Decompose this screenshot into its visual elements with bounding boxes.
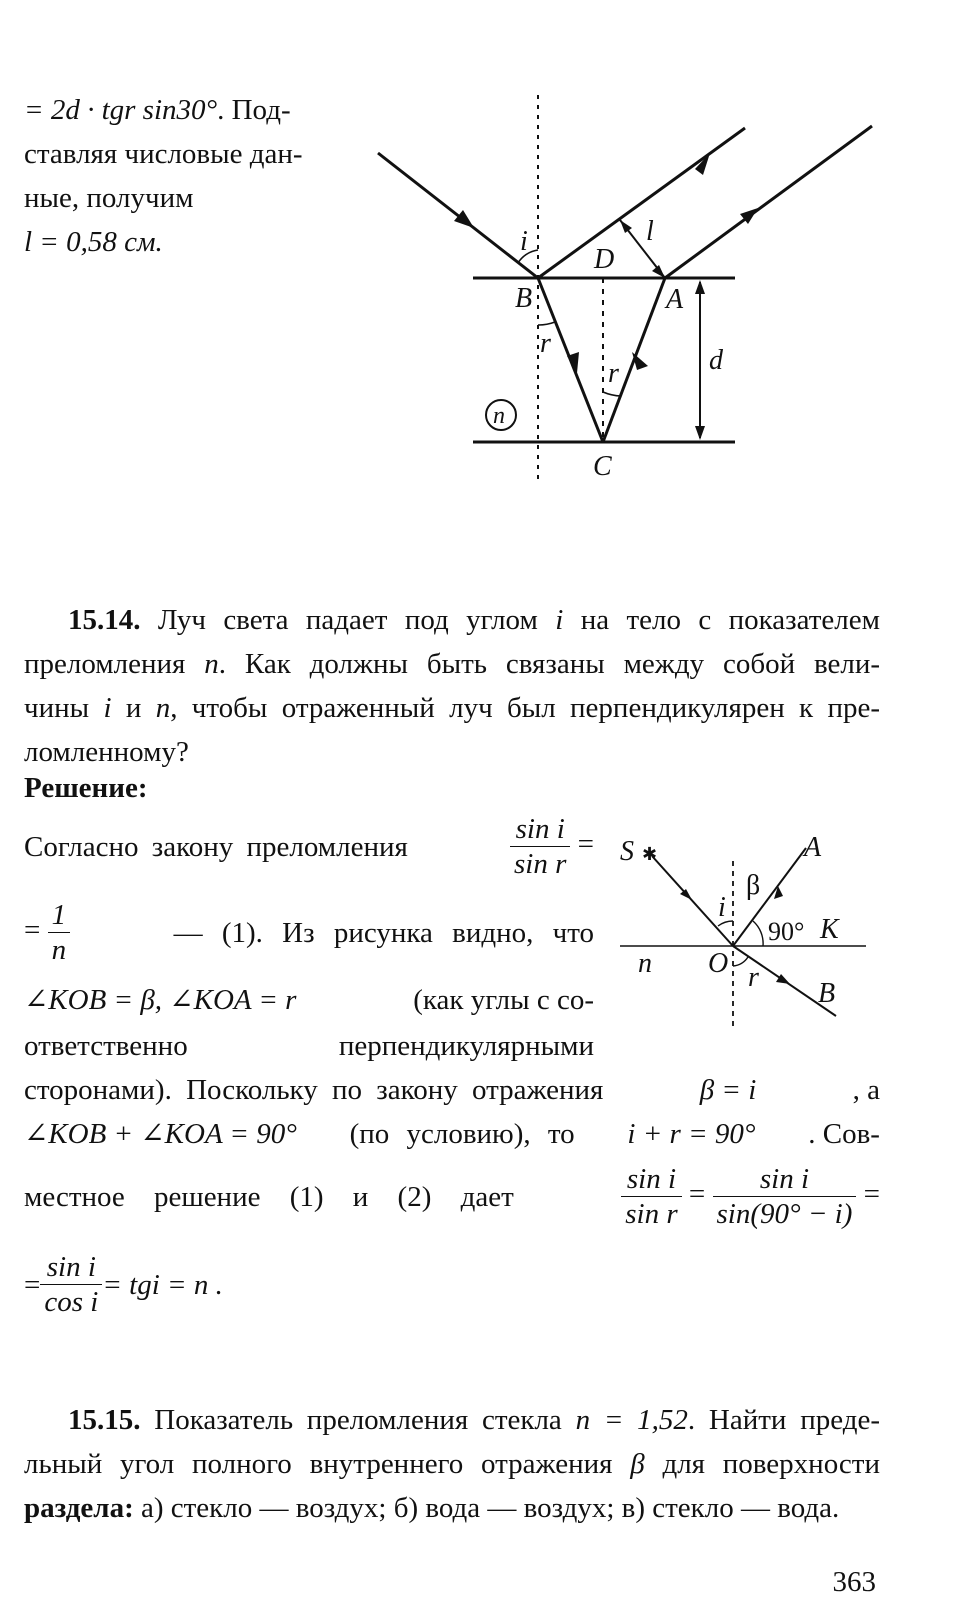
sol-s2: — (1). Из рисунка видно, что [173,916,594,949]
solution-line-1 [24,812,594,881]
frac5-den: cos i [44,1286,99,1318]
eq-sign-1: = [577,828,594,861]
label-A: A [666,284,684,315]
label-d: d [709,345,723,376]
sol-s5c: , а [852,1074,880,1106]
sol-l2-left [24,898,70,967]
star-icon: ✱ [642,844,658,864]
label-n-2: n [638,948,652,979]
frac1-num: sin i [510,812,570,847]
fraction-sini-cosi [40,1250,102,1319]
solution-heading: Решение: [24,772,148,804]
emerging-ray-a [665,126,872,278]
label-D: D [594,244,615,275]
sol-beta-eq-i: β = i [699,1074,757,1106]
figure-perpendicular-rays [608,826,870,1032]
label-l: l [646,216,654,247]
label-r-right: r [608,358,619,389]
sol-s4b: перпендикулярными [338,1030,594,1062]
sol-s6b: (по условию), то [349,1118,575,1150]
eq-sign-3: = [688,1178,706,1211]
problem-15-14-statement [24,598,880,774]
d-dim-arrow-top [695,280,705,294]
p1414-l1-text: Луч света падает под углом [157,604,538,636]
page-number: 363 [832,1566,876,1598]
solution-line-8 [24,1250,223,1319]
incident-ray [378,153,538,278]
label-i-2: i [718,892,726,923]
label-i: i [520,226,528,257]
label-O: O [708,948,729,979]
fraction-sini-sinr [510,812,570,881]
fraction-sini-sin90mi [713,1162,857,1231]
formula-l: = 2d · tgr sin30° [24,94,218,126]
sol-result-tgi: = tgi = n . [102,1268,223,1301]
frac4-den: sin(90° − i) [716,1198,853,1230]
p1415-l2-a: льный угол полного внутреннего отражения [24,1448,613,1480]
incident-ray-arrow [454,210,474,228]
angle-90-arc [753,921,763,946]
sol-s3b: (как углы с со- [413,984,594,1016]
solution-line-2 [24,898,594,967]
p1415-line-1 [24,1398,880,1442]
p1414-line-3 [24,686,880,730]
solution-line-7 [24,1162,880,1231]
p1415-line-2 [24,1442,880,1486]
p1415-l3-b: а) стекло — воздух; б) вода — воздух; в) стекло — вода. [140,1492,840,1524]
label-B-2: B [818,978,836,1009]
p1414-line-4: ломленному? [24,736,189,768]
p1415-n-value: n = 1,52 [575,1404,688,1436]
p1414-l3-and: и [125,692,142,724]
sol-s5a: сторонами). Поскольку по закону отражения [24,1074,604,1106]
p1414-l3-c: , чтобы отраженный луч был перпендикулярен к пре- [170,692,881,724]
sol-frac-row [510,812,594,881]
problem-number-15-14: 15.14. [68,604,141,636]
problem-15-15-statement [24,1398,880,1530]
reflected-ray-b [538,128,745,278]
sol-s4a: ответственно [24,1030,188,1062]
label-S: S [620,836,634,867]
p1414-l2-a: преломления [24,648,186,680]
label-r-2: r [748,962,759,993]
eq-sign-5: = [24,1268,41,1301]
top-result: l = 0,58 см. [24,226,163,258]
frac2-num: 1 [48,898,71,933]
p1415-l3-a: раздела: [24,1492,134,1524]
frac1-den: sin r [514,848,567,880]
var-i: i [555,604,564,636]
p1415-l1-c: . Найти преде- [687,1404,881,1436]
label-n: n [493,403,505,429]
frac3-den: sin r [625,1198,678,1230]
d-dim-arrow-bottom [695,426,705,440]
sol-s6d: . Сов- [808,1118,880,1150]
var-n-2: n [155,692,171,724]
p1414-line-1 [24,598,880,642]
p1415-line-3 [24,1486,880,1530]
p1414-l2-b: . Как должны быть связаны между собой вели- [218,648,881,680]
p1415-beta: β [630,1448,645,1480]
frac3-num: sin i [621,1162,681,1197]
top-line-2: ставляя числовые дан- [24,138,303,170]
sol-s7: местное решение (1) и (2) дает [24,1180,514,1213]
var-i-2: i [103,692,112,724]
p1414-l1-tail: на тело с показателем [580,604,880,636]
top-text-block [24,88,364,264]
label-K: K [820,914,839,945]
frac5-num: sin i [40,1250,102,1285]
eq-sign-4: = [863,1178,880,1211]
p1415-l2-c: для поверхности [662,1448,880,1480]
problem-number-15-15: 15.15. [68,1404,141,1436]
angle-r-right-arc [603,392,621,396]
p1414-l3-a: чины [24,692,90,724]
label-C: C [593,451,612,482]
angle-r-arc-2 [733,957,748,966]
solution-line-5 [24,1068,880,1112]
sol-fraction-chain [621,1162,880,1231]
top-line-1-tail: . Под- [217,94,291,126]
frac2-den: n [51,934,67,966]
var-n: n [204,648,219,680]
solution-line-4 [24,1024,594,1068]
top-line-3: ные, получим [24,182,194,214]
p1414-line-2 [24,642,880,686]
sol-angles: ∠KOB = β, ∠KOA = r [24,984,297,1016]
sol-i-plus-r: i + r = 90° [627,1118,756,1150]
label-B: B [515,283,533,314]
angle-r-left-arc [538,322,555,325]
ray-so-arrow [680,889,692,900]
fraction-1-n [48,898,71,967]
solution-line-3 [24,978,594,1022]
top-line-1 [24,88,364,132]
sol-angle-sum: ∠KOB + ∠KOA = 90° [24,1118,297,1150]
solution-line-6 [24,1112,880,1156]
eq-sign-2: = [24,914,41,947]
frac4-num: sin i [713,1162,857,1197]
label-A-2: A [804,832,822,863]
figure-plate-reflection [370,90,880,490]
l-dim-arrow-bottom [652,265,665,278]
sol-s1: Согласно закону преломления [24,830,408,863]
p1415-l1-a: Показатель преломления стекла [154,1404,562,1436]
label-90: 90° [768,917,805,946]
fraction-sini-sinr-2 [621,1162,681,1231]
label-beta: β [746,870,761,901]
l-dim-arrow-top [620,220,632,233]
label-r-left: r [540,328,551,359]
